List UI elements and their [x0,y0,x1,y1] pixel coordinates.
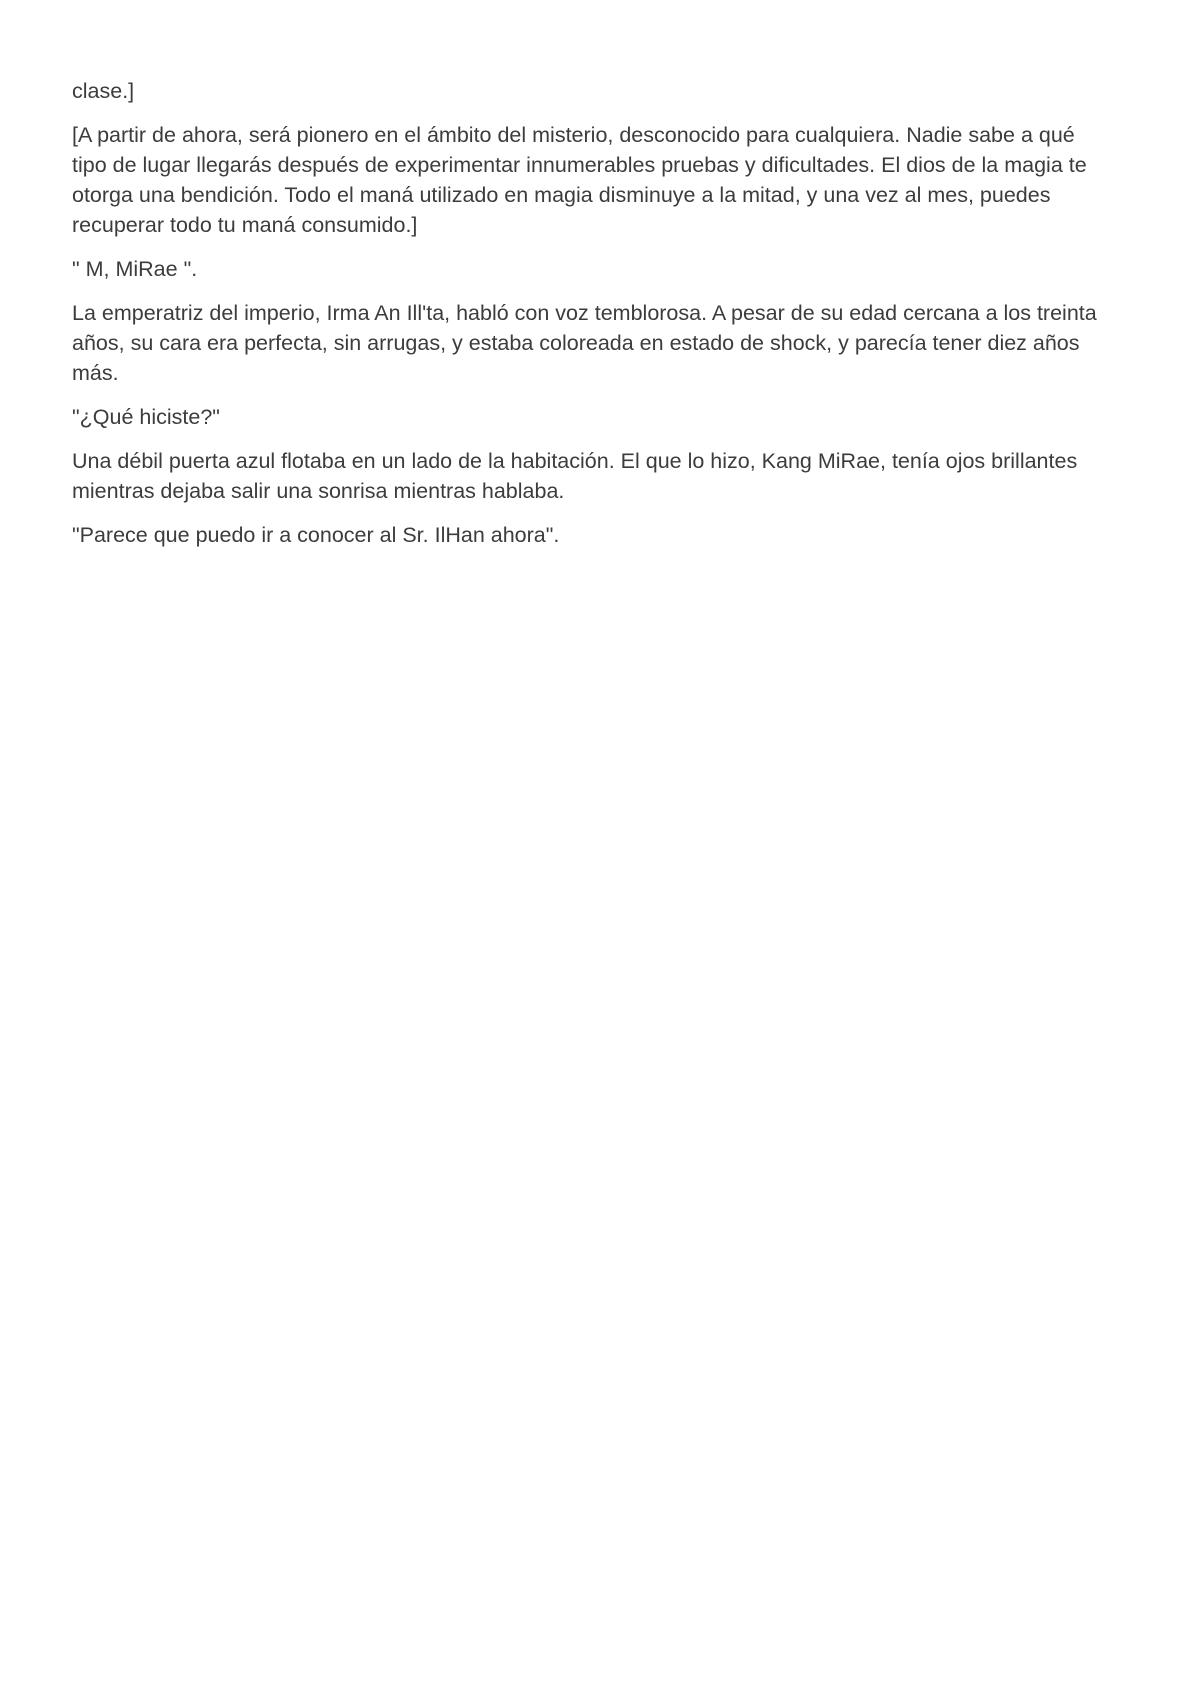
paragraph-2: [A partir de ahora, será pionero en el ámbito del misterio, desconocido para cualquiera. Nadie sabe a qué tipo de lugar llegarás después de experimentar innumerables pruebas y dificultades. El dios de la magia te otorga una bendición. Todo el maná utilizado en magia disminuye a la mitad, y una vez al mes, puedes recuperar todo tu maná consumido.] [72,123,1087,237]
paragraph-5: "¿Qué hiciste?" [72,405,220,429]
paragraph-6: Una débil puerta azul flotaba en un lado de la habitación. El que lo hizo, Kang MiRae, tenía ojos brillantes mientras dejaba salir una sonrisa mientras hablaba. [72,449,1078,503]
paragraph-4: La emperatriz del imperio, Irma An Ill'ta, habló con voz temblorosa. A pesar de su edad cercana a los treinta años, su cara era perfecta, sin arrugas, y estaba coloreada en estado de shock, y parecía tener diez años más. [72,301,1097,385]
paragraph-7: "Parece que puedo ir a conocer al Sr. IlHan ahora". [72,523,560,547]
paragraph-1: clase.] [72,79,135,103]
document-page [72,76,1107,564]
paragraph-3: " M, MiRae ". [72,257,198,281]
